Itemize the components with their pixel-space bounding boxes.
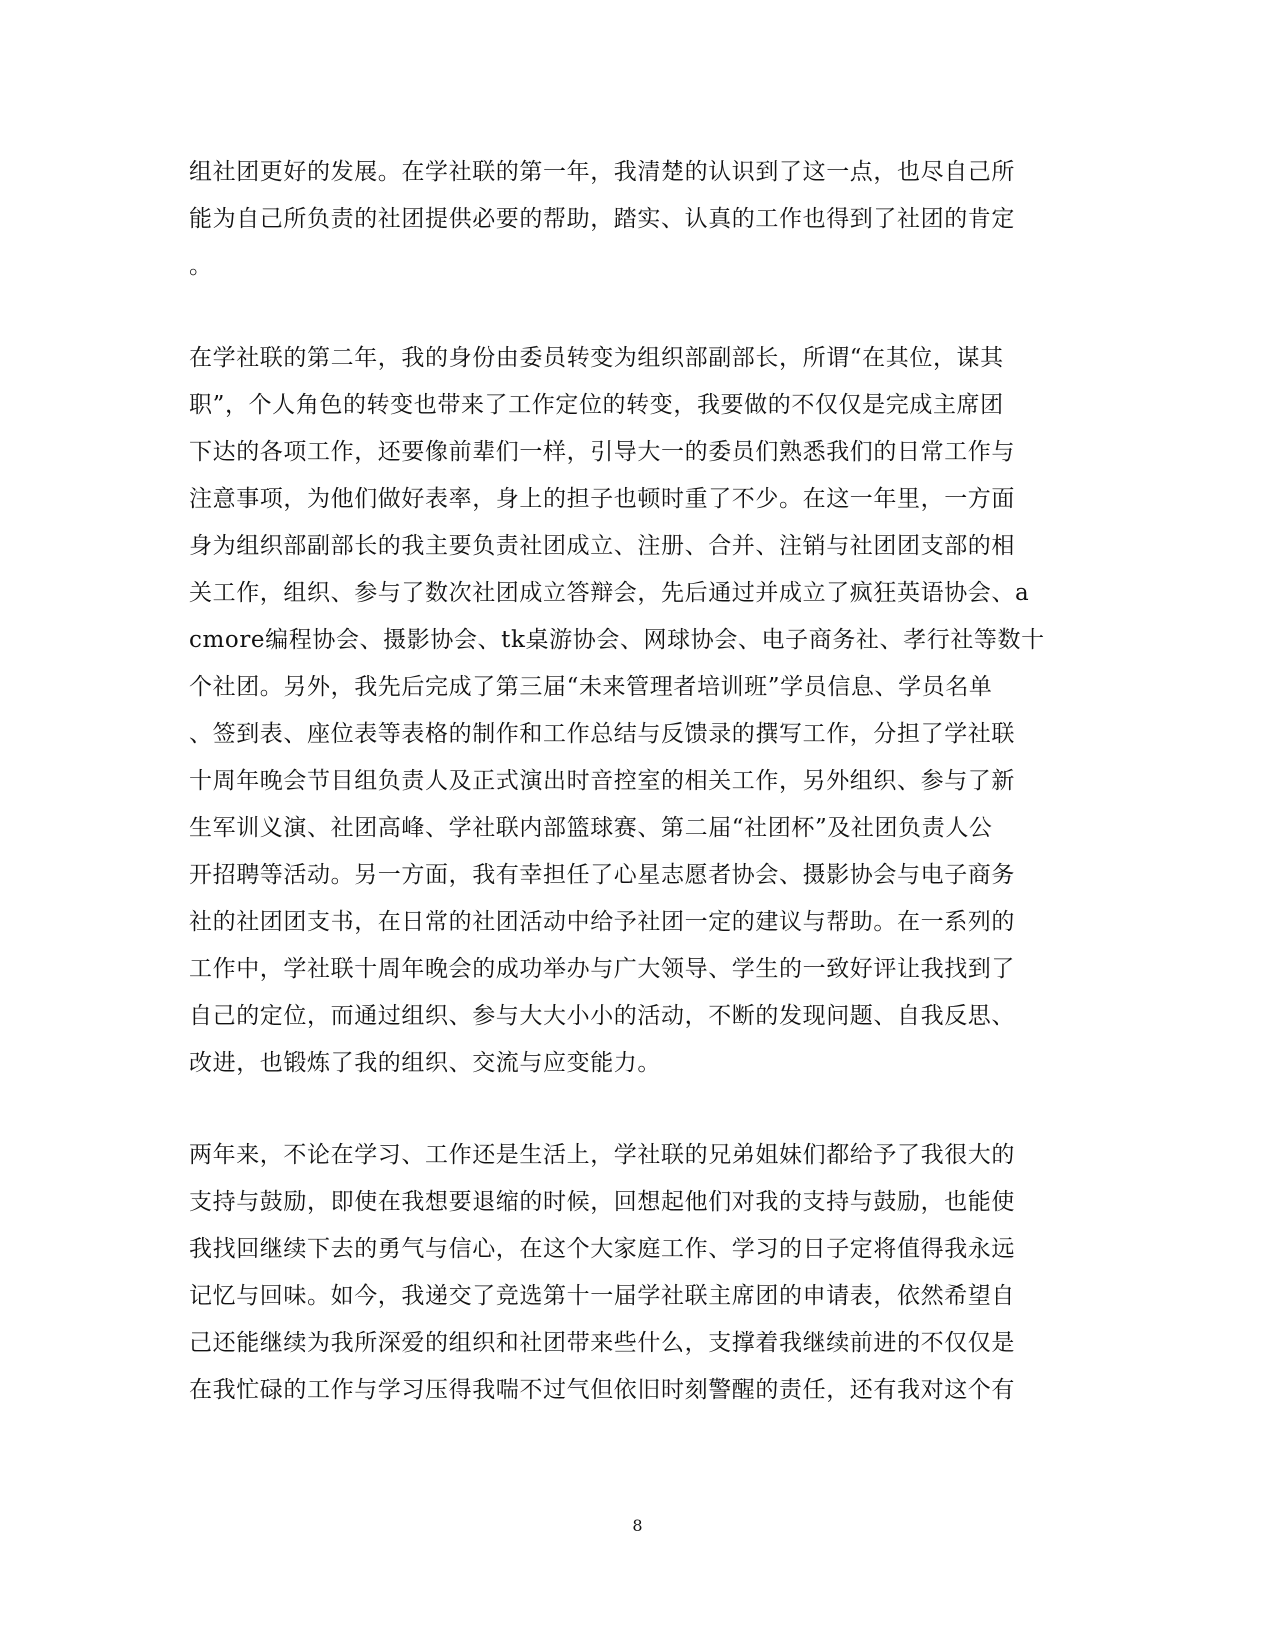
text-line: 社的社团团支书，在日常的社团活动中给予社团一定的建议与帮助。在一系列的 bbox=[189, 909, 1015, 935]
page-number: 8 bbox=[632, 1516, 643, 1535]
text-line: 两年来，不论在学习、工作还是生活上，学社联的兄弟姐妹们都给予了我很大的 bbox=[189, 1142, 1015, 1168]
text-line: 组社团更好的发展。在学社联的第一年，我清楚的认识到了这一点，也尽自己所 bbox=[189, 159, 1015, 185]
text-line: 生军训义演、社团高峰、学社联内部篮球赛、第二届“社团杯”及社团负责人公 bbox=[189, 815, 993, 841]
text-line: 己还能继续为我所深爱的组织和社团带来些什么，支撑着我继续前进的不仅仅是 bbox=[189, 1330, 1015, 1356]
text-line: 支持与鼓励，即使在我想要退缩的时候，回想起他们对我的支持与鼓励，也能使 bbox=[189, 1189, 1015, 1215]
text-line: 个社团。另外，我先后完成了第三届“未来管理者培训班”学员信息、学员名单 bbox=[189, 674, 993, 700]
text-line: 十周年晚会节目组负责人及正式演出时音控室的相关工作，另外组织、参与了新 bbox=[189, 768, 1015, 794]
text-line: 。 bbox=[189, 253, 213, 279]
text-line: 记忆与回味。如今，我递交了竞选第十一届学社联主席团的申请表，依然希望自 bbox=[189, 1283, 1015, 1309]
text-line: 改进，也锻炼了我的组织、交流与应变能力。 bbox=[189, 1050, 661, 1076]
text-line: 注意事项，为他们做好表率，身上的担子也顿时重了不少。在这一年里，一方面 bbox=[189, 486, 1015, 512]
text-line: 、签到表、座位表等表格的制作和工作总结与反馈录的撰写工作，分担了学社联 bbox=[189, 721, 1015, 747]
text-line: 能为自己所负责的社团提供必要的帮助，踏实、认真的工作也得到了社团的肯定 bbox=[189, 206, 1015, 232]
text-line: 在学社联的第二年，我的身份由委员转变为组织部副部长，所谓“在其位，谋其 bbox=[189, 345, 1004, 371]
text-line: 关工作，组织、参与了数次社团成立答辩会，先后通过并成立了疯狂英语协会、a bbox=[189, 580, 1030, 606]
text-line: 自己的定位，而通过组织、参与大大小小的活动，不断的发现问题、自我反思、 bbox=[189, 1003, 1015, 1029]
text-line: 工作中，学社联十周年晚会的成功举办与广大领导、学生的一致好评让我找到了 bbox=[189, 956, 1015, 982]
text-line: 在我忙碌的工作与学习压得我喘不过气但依旧时刻警醒的责任，还有我对这个有 bbox=[189, 1377, 1015, 1403]
text-line: 开招聘等活动。另一方面，我有幸担任了心星志愿者协会、摄影协会与电子商务 bbox=[189, 862, 1015, 888]
text-line: 下达的各项工作，还要像前辈们一样，引导大一的委员们熟悉我们的日常工作与 bbox=[189, 439, 1015, 465]
text-line: 身为组织部副部长的我主要负责社团成立、注册、合并、注销与社团团支部的相 bbox=[189, 533, 1015, 559]
text-line: 我找回继续下去的勇气与信心，在这个大家庭工作、学习的日子定将值得我永远 bbox=[189, 1236, 1015, 1262]
text-line: cmore编程协会、摄影协会、tk桌游协会、网球协会、电子商务社、孝行社等数十 bbox=[189, 627, 1045, 653]
text-line: 职”，个人角色的转变也带来了工作定位的转变，我要做的不仅仅是完成主席团 bbox=[189, 392, 1004, 418]
